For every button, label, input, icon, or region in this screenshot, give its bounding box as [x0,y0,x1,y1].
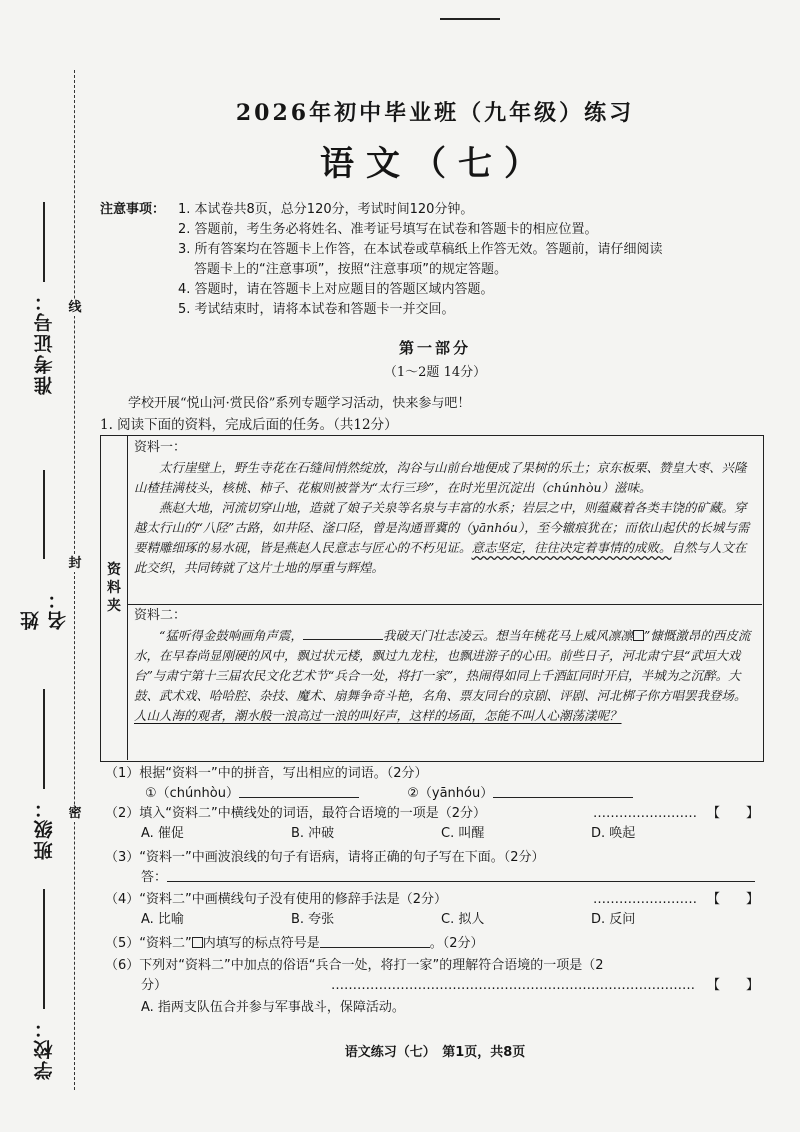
material-two-para: “猛听得金鼓响画角声震， 我破天门壮志凌云。想当年桃花马上威风凛凛 ”慷慨激昂的西皮流水，在早春尚显刚硬的风中，飘过状元楼，飘过九龙柱，也飘进游子的心田。前些日子，河北肃宁县“武垣大戏台”与肃宁第十三届农民文化艺术节“兵合一处，将打一家”，热闹得如同上千酒缸同时开启，半城为之沉醉。大鼓、武术戏、哈哈腔、杂技、魔术、扇舞争奇斗艳，名角、票友同台的京剧、评剧、河北梆子你方唱罢我登场。人山人海的观者，潮水般一浪高过一浪的叫好声，这样的场面，怎能不叫人心潮荡漾呢？ [134,628,751,723]
option-a[interactable]: A. 催促 [141,826,184,841]
school-field[interactable] [24,880,64,1080]
option-d[interactable]: D. 唤起 [591,826,636,841]
question-1-1-answers: ①（chúnhòu） ②（yānhóu） [145,784,745,804]
page-subtitle: 语文（七） [320,144,550,184]
material-one-head: 资料一： [134,440,187,455]
top-rule [440,18,500,20]
seal-mark-mi: 密 [66,806,84,822]
part-title: 第一部分 [398,339,471,357]
question-1-stem: 1. 阅读下面的资料，完成后面的任务。（共12分） [100,417,398,433]
page-footer: 语文练习（七） 第1页，共8页 [344,1045,526,1060]
exam-id-field[interactable] [24,195,64,395]
punctuation-box[interactable] [633,630,644,641]
notice-label: 注意事项： [100,202,166,217]
name-label: 姓名： [20,588,69,630]
answer-bracket[interactable]: 【 】 [706,978,759,993]
underlined-sentence: 人山人海的观者，潮水般一浪高过一浪的叫好声，这样的场面，怎能不叫人心潮荡漾呢？ [134,708,622,723]
answer-bracket[interactable]: 【 】 [706,806,759,821]
part-subtitle: （1～2题 14分） [383,365,487,380]
class-label: 班级： [33,797,56,860]
question-1-5: （5）“资料二” 内填写的标点符号是 。（2分） [105,936,484,951]
answer-line-2[interactable] [493,785,633,798]
seal-mark-feng: 封 [66,556,84,572]
option-b[interactable]: B. 夸张 [291,912,335,927]
notice-item: 3. 所有答案均在答题卡上作答，在本试卷或草稿纸上作答无效。答题前，请仔细阅读 [178,242,663,257]
question-1-4: （4）“资料二”中画横线句子没有使用的修辞手法是（2分） …………………… 【 】 [105,890,765,910]
seal-mark-xian: 线 [66,300,84,316]
question-1-3: （3）“资料一”中画波浪线的句子有语病，请将正确的句子写在下面。（2分） [105,850,545,865]
punctuation-box-ref [192,937,203,948]
binding-strip [0,0,95,1132]
answer-line-5[interactable] [320,935,430,948]
name-field[interactable] [20,470,69,630]
notice-item: 1. 本试卷共8页，总分120分，考试时间120分钟。 [178,202,474,217]
notice-item: 5. 考试结束时，请将本试卷和答题卡一并交回。 [178,302,455,317]
material-one [128,438,762,605]
question-1-6-option-a [105,998,765,1018]
notice-item: 2. 答题前，考生务必将姓名、准考证号填写在试卷和答题卡的相应位置。 [178,222,598,237]
material-one-para1: 太行崖壁上，野生寺花在石缝间悄然绽放，沟谷与山前台地便成了果树的乐土；京东板栗、赞皇大枣、兴隆山楂挂满枝头，核桃、柿子、花椒则被誉为“太行三珍”，在时光里沉淀出（chúnhòu）滋味。 [134,460,747,495]
option-a[interactable]: A. 比喻 [141,912,184,927]
class-field[interactable] [24,680,64,860]
question-1-2: （2）填入“资料二”中横线处的词语，最符合语境的一项是（2分） …………………… 【 】 [105,804,765,824]
page-title: 2026年初中毕业班（九年级）练习 [235,100,635,126]
question-1-6-cont: 分） ………………………………………………………………………… 【 】 [105,976,765,996]
material-box [100,435,764,762]
answer-line-1[interactable] [239,785,359,798]
question-1-2-options [105,824,765,844]
answer-bracket[interactable]: 【 】 [706,892,759,907]
material-two [128,606,762,760]
activity-intro: 学校开展“悦山河·赏民俗”系列专题学习活动，快来参与吧！ [128,396,471,411]
fill-blank[interactable] [303,628,383,640]
school-label: 学校： [33,1017,56,1080]
option-c[interactable]: C. 叫醒 [441,826,485,841]
wavy-sentence: 意志坚定，往往决定着事情的成败。 [471,540,672,555]
question-1-4-options [105,910,765,930]
notice-item: 4. 答题时，请在答题卡上对应题目的答题区域内答题。 [178,282,494,297]
seal-line [74,70,75,1090]
material-one-para2: 燕赵大地，河流切穿山地，造就了娘子关泉等名泉与丰富的水系；岩层之中，则蕴藏着各类丰饶的矿藏。穿越太行山的“八陉”古路，如井陉、滏口陉，曾是沟通晋冀的（yānhóu），至今辙痕犹在；而依山起伏的长城与需要精雕细琢的易水砚，皆是燕赵人民意志与匠心的不朽见证。意志坚定，往往决定着事情的成败。自然与人文在此交织，共同铸就了这片土地的厚重与辉煌。 [134,500,750,575]
answer-line-3[interactable] [167,869,755,882]
question-1-3-answer: 答： [141,868,761,888]
question-1-6: （6）下列对“资料二”中加点的俗语“兵合一处，将打一家”的理解符合语境的一项是（2 [105,958,604,973]
option-a[interactable]: A. 指两支队伍合并参与军事战斗，保障活动。 [141,1000,405,1015]
notice-item: 答题卡上的“注意事项”，按照“注意事项”的规定答题。 [194,262,507,277]
option-b[interactable]: B. 冲破 [291,826,335,841]
exam-id-label: 准考证号： [33,290,56,395]
option-c[interactable]: C. 拟人 [441,912,485,927]
material-folder-label: 资料夹 [101,436,128,760]
option-d[interactable]: D. 反问 [591,912,636,927]
material-two-head: 资料二： [134,608,187,623]
question-1-1: （1）根据“资料一”中的拼音，写出相应的词语。（2分） [105,766,428,781]
